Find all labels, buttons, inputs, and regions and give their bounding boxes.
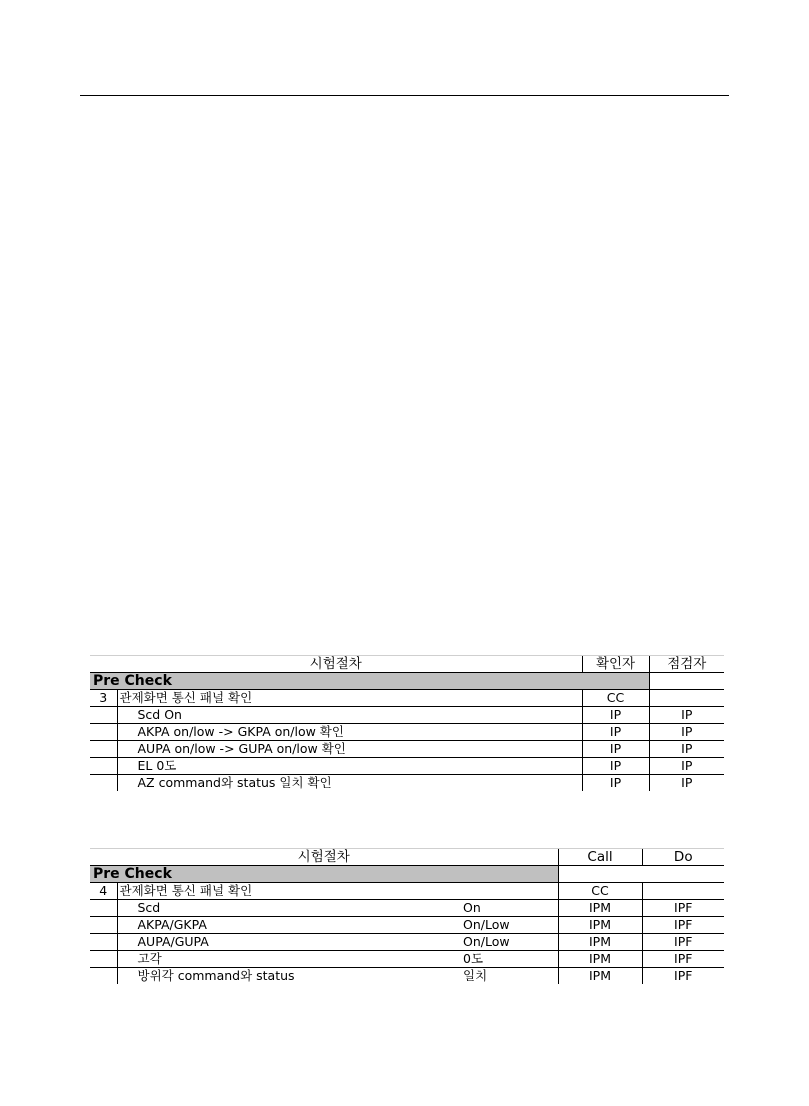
row-text: AUPA on/low -> GUPA on/low 확인 [117,741,582,758]
row-value: 일치 [461,968,558,985]
row-text: 고각 [117,951,461,968]
row-value: On/Low [461,917,558,934]
row-col-b: IP [649,707,724,724]
row-col-a: IPM [558,951,642,968]
do-header: Do [642,849,724,866]
row-text: AUPA/GUPA [117,934,461,951]
step-row [90,883,724,900]
step-col-a: CC [582,690,649,707]
table-header-row [90,656,724,673]
section-label: Pre Check [90,673,649,690]
row-col-a: IP [582,741,649,758]
confirmer-header: 확인자 [582,656,649,673]
row-text: 방위각 command와 status [117,968,461,985]
table-row [90,707,724,724]
row-col-a: IPM [558,934,642,951]
row-text: Scd [117,900,461,917]
section-row [90,866,724,883]
step-row [90,690,724,707]
table-row [90,724,724,741]
step-title: 관제화면 통신 패널 확인 [117,690,582,707]
row-col-b: IPF [642,934,724,951]
header-rule [80,95,729,96]
procedure-table-1 [90,655,724,791]
row-text: Scd On [117,707,582,724]
section-row [90,673,724,690]
row-text: AKPA/GKPA [117,917,461,934]
step-title: 관제화면 통신 패널 확인 [117,883,558,900]
table-row [90,951,724,968]
row-value: On/Low [461,934,558,951]
row-col-b: IP [649,758,724,775]
table-row [90,900,724,917]
table-row [90,758,724,775]
procedure-table-2 [90,848,724,984]
row-col-b: IPF [642,900,724,917]
row-text: AKPA on/low -> GKPA on/low 확인 [117,724,582,741]
row-value: On [461,900,558,917]
step-number: 4 [90,883,117,900]
row-col-b: IPF [642,968,724,985]
row-col-b: IP [649,775,724,792]
section-label: Pre Check [90,866,558,883]
row-col-b: IPF [642,917,724,934]
procedure-header: 시험절차 [90,849,558,866]
procedure-header: 시험절차 [90,656,582,673]
row-col-a: IPM [558,917,642,934]
table-row [90,968,724,985]
row-col-a: IP [582,758,649,775]
row-col-a: IPM [558,900,642,917]
table-row [90,917,724,934]
step-number: 3 [90,690,117,707]
step-col-a: CC [558,883,642,900]
row-text: EL 0도 [117,758,582,775]
table-header-row [90,849,724,866]
row-col-b: IPF [642,951,724,968]
inspector-header: 점검자 [649,656,724,673]
table-row [90,741,724,758]
row-text: AZ command와 status 일치 확인 [117,775,582,792]
row-col-a: IP [582,707,649,724]
row-col-b: IP [649,741,724,758]
row-col-a: IPM [558,968,642,985]
table-row [90,934,724,951]
row-col-a: IP [582,775,649,792]
row-col-a: IP [582,724,649,741]
row-col-b: IP [649,724,724,741]
table-row [90,775,724,792]
call-header: Call [558,849,642,866]
row-value: 0도 [461,951,558,968]
